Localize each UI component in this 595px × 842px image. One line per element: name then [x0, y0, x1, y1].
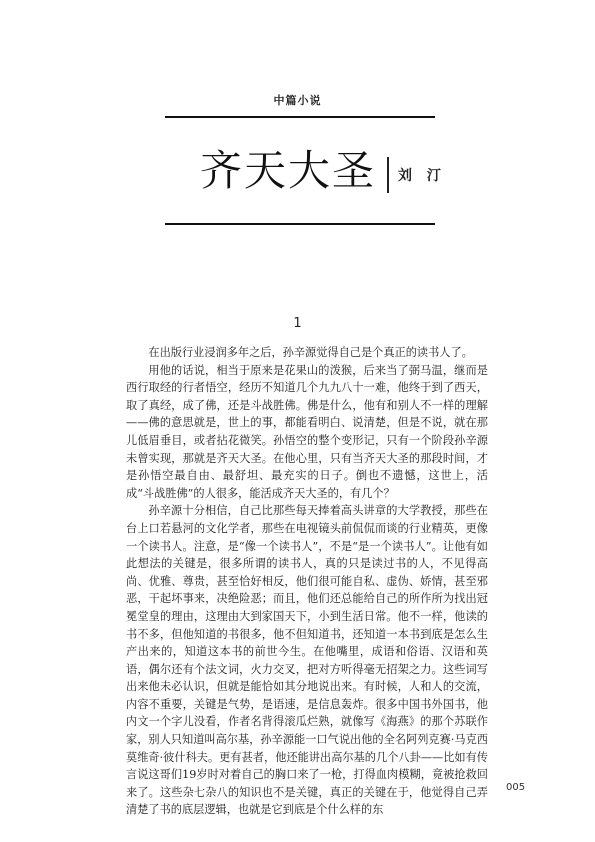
bottom-rule	[165, 223, 435, 225]
chapter-number: 1	[293, 316, 302, 331]
top-rule	[165, 116, 435, 118]
story-title: 齐天大圣	[200, 146, 377, 195]
section-label: 中篇小说	[273, 94, 322, 107]
body-text	[126, 344, 488, 819]
paragraph: 用他的话说，相当于原来是花果山的泼猴，后来当了弼马温，继而是西行取经的行者悟空，经历不知道几个九九八十一难，他终于到了西天，取了真经，成了佛，还是斗战胜佛。佛是什么，他有和别人不一样的理解——佛的意思就是，世上的事，都能看明白、说清楚，但是不说，就在那儿低眉垂目，或者拈花微笑。孙悟空的整个变形记，只有一个阶段孙辛源未曾实现，那就是齐天大圣。在他心里，只有当齐天大圣的那段时间，才是孙悟空最自由、最舒坦、最充实的日子。倒也不遗憾，这世上，活成“斗战胜佛”的人很多，能活成齐天大圣的，有几个？	[126, 363, 488, 500]
author-name: 刘 汀	[398, 168, 446, 184]
title-divider	[387, 157, 389, 193]
page-number: 005	[506, 782, 526, 793]
paragraph: 孙辛源十分相信，自己比那些每天捧着高头讲章的大学教授，那些在台上口若悬河的文化学者，那些在电视镜头前侃侃而谈的行业精英，更像一个读书人。注意，是“像一个读书人”，不是“是一个读书人”。让他有如此想法的关键是，很多所谓的读书人，真的只是读过书的人，不见得高尚、优雅、尊贵，甚至恰好相反，他们很可能自私、虚伪、娇情，甚至邪恶，干起坏事来，决绝险恶；而且，他们还总能给自己的所作所为找出冠冕堂皇的理由，这理由大到家国天下，小到生活日常。他不一样，他读的书不多，但他知道的书很多，他不但知道书，还知道一本书到底是怎么生产出来的，知道这本书的前世今生。在他嘴里，成语和俗语、汉语和英语，偶尔还有个法文词，火力交叉，把对方听得毫无招架之力。这些词写出来他未必认识，但就是能恰如其分地说出来。有时候，人和人的交流，内容不重要，关键是气势，是语速，是信息轰炸。很多中国书外国书，他内文一个字儿没看，作者名背得滚瓜烂熟，就像写《海燕》的那个苏联作家，别人只知道叫高尔基，孙辛源能一口气说出他的全名阿列克赛·马克西莫维奇·彼什科夫。更有甚者，他还能讲出高尔基的几个八卦——比如有传言说这哥们19岁时对着自己的胸口来了一枪，打得血肉模糊，竟被抢救回来了。这些杂七杂八的知识也不是关键，真正的关键在于，他觉得自己弄清楚了书的底层逻辑，也就是它到底是个什么样的东	[126, 504, 488, 817]
paragraph: 在出版行业浸润多年之后，孙辛源觉得自己是个真正的读书人了。	[148, 346, 473, 359]
